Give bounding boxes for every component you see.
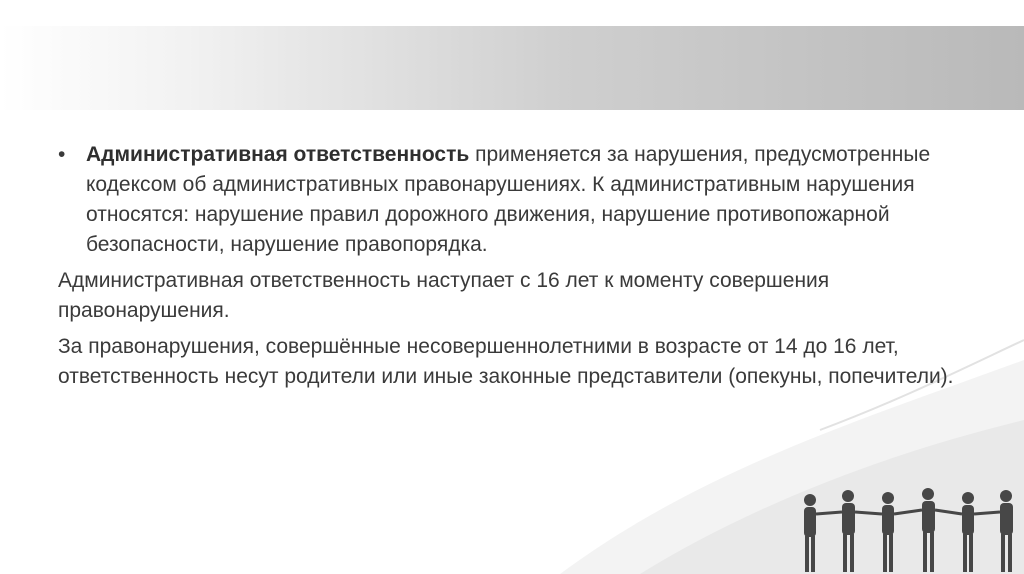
paragraph-age: Административная ответственность наступает с 16 лет к моменту совершения правонарушения. [58, 269, 830, 322]
bullet-text: применяется за нарушения, предусмотренные кодексом об административных правонарушениях. К административным нарушения относятся: нарушение правил дорожного движения, нарушение противопожарной безопасности, нарушение правопорядка. [86, 143, 931, 256]
bullet-item [58, 140, 958, 260]
people-silhouette-image [790, 478, 1024, 574]
bold-term: Административная ответственность [86, 143, 470, 166]
slide-body [58, 140, 958, 398]
bullet-marker: • [58, 143, 66, 166]
paragraph-parents: За правонарушения, совершённые несовершеннолетними в возрасте от 14 до 16 лет, ответственность несут родители или иные законные представители (опекуны, попечители). [58, 335, 954, 388]
